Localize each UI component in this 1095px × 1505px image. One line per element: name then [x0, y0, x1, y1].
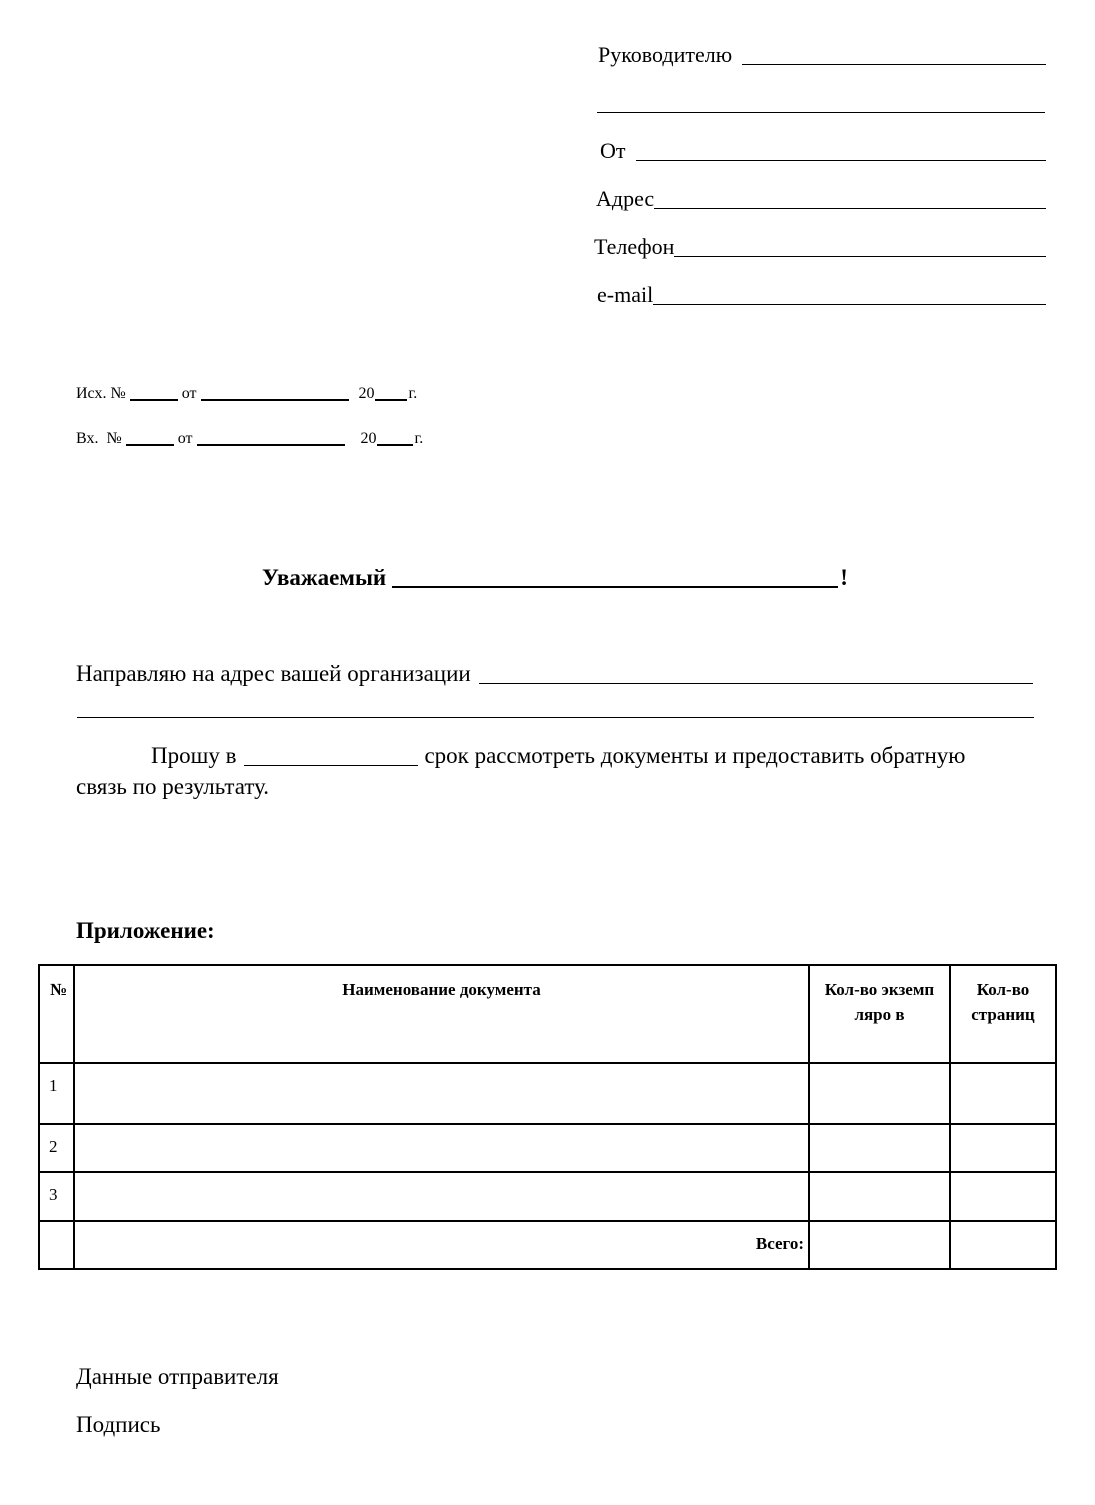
outgoing-year-field[interactable]	[375, 399, 407, 401]
phone-label: Телефон	[594, 234, 675, 259]
row-number: 3	[39, 1172, 74, 1221]
address-label: Адрес	[596, 186, 655, 211]
table-total-row	[39, 1221, 1056, 1269]
copies-cell[interactable]	[809, 1172, 950, 1221]
greeting-end: !	[840, 565, 848, 590]
outgoing-from: от	[181, 385, 197, 402]
doc-name-cell[interactable]	[74, 1172, 809, 1221]
outgoing-suffix: г.	[408, 385, 418, 402]
pages-cell[interactable]	[950, 1172, 1056, 1221]
copies-cell[interactable]	[809, 1063, 950, 1124]
incoming-ref-row	[76, 427, 423, 449]
body-blank-line[interactable]	[77, 717, 1034, 718]
doc-name-cell[interactable]	[74, 1124, 809, 1172]
recipient-field[interactable]	[742, 64, 1046, 65]
address-field[interactable]	[654, 208, 1046, 209]
total-label: Всего:	[74, 1221, 809, 1269]
col-number-header: №	[39, 965, 74, 1063]
row-number: 2	[39, 1124, 74, 1172]
pages-cell[interactable]	[950, 1063, 1056, 1124]
incoming-year-field[interactable]	[377, 444, 413, 446]
request-row	[151, 740, 965, 770]
pages-cell[interactable]	[950, 1124, 1056, 1172]
appendix-table	[38, 964, 1057, 1270]
greeting-row	[262, 562, 848, 592]
incoming-from: от	[177, 430, 193, 447]
incoming-date-field[interactable]	[197, 444, 345, 446]
recipient-row	[594, 38, 1046, 68]
from-field[interactable]	[636, 160, 1046, 161]
phone-row	[594, 230, 1046, 260]
copies-cell[interactable]	[809, 1124, 950, 1172]
recipient-field-2[interactable]	[597, 112, 1045, 113]
email-field[interactable]	[653, 304, 1046, 305]
table-row	[39, 1124, 1056, 1172]
greeting-text: Уважаемый	[262, 565, 387, 590]
col-copies-header-text: Кол-во экземпляро в	[824, 980, 935, 1024]
address-row	[594, 182, 1046, 212]
outgoing-year: 20	[358, 385, 375, 402]
incoming-number-field[interactable]	[126, 444, 174, 446]
table-row	[39, 1172, 1056, 1221]
request-start: Прошу в	[151, 743, 237, 768]
col-copies-header	[809, 965, 950, 1063]
request-line-2: связь по результату.	[76, 774, 270, 799]
table-row	[39, 1063, 1056, 1124]
incoming-suffix: г.	[414, 430, 424, 447]
appendix-title: Приложение:	[76, 918, 215, 943]
request-end: срок рассмотреть документы и предоставить обратную	[424, 743, 966, 768]
recipient-row-2	[597, 86, 1045, 116]
table-header-row	[39, 965, 1056, 1063]
email-row	[594, 278, 1046, 308]
sender-data: Данные отправителя	[76, 1364, 279, 1389]
col-pages-header-text: Кол-во страниц	[971, 980, 1035, 1024]
email-label: e-mail	[597, 282, 654, 307]
organization-field[interactable]	[479, 683, 1033, 684]
total-pages-cell[interactable]	[950, 1221, 1056, 1269]
from-label: От	[600, 138, 626, 163]
incoming-year: 20	[360, 430, 377, 447]
outgoing-ref-row	[76, 382, 417, 404]
addressee-field[interactable]	[392, 586, 838, 588]
total-copies-cell[interactable]	[809, 1221, 950, 1269]
row-number: 1	[39, 1063, 74, 1124]
doc-name-cell[interactable]	[74, 1063, 809, 1124]
body-line-1	[76, 658, 1033, 688]
col-pages-header	[950, 965, 1056, 1063]
outgoing-prefix: Исх. №	[76, 385, 126, 402]
outgoing-date-field[interactable]	[201, 399, 349, 401]
outgoing-number-field[interactable]	[130, 399, 178, 401]
recipient-label: Руководителю	[598, 42, 733, 67]
from-row	[594, 134, 1046, 164]
phone-field[interactable]	[674, 256, 1046, 257]
deadline-field[interactable]	[244, 765, 418, 766]
incoming-prefix: Вх. №	[76, 430, 122, 447]
total-empty-cell	[39, 1221, 74, 1269]
body-line-1-text: Направляю на адрес вашей организации	[76, 661, 471, 686]
signature: Подпись	[76, 1412, 161, 1437]
col-doc-name-header: Наименование документа	[74, 965, 809, 1063]
